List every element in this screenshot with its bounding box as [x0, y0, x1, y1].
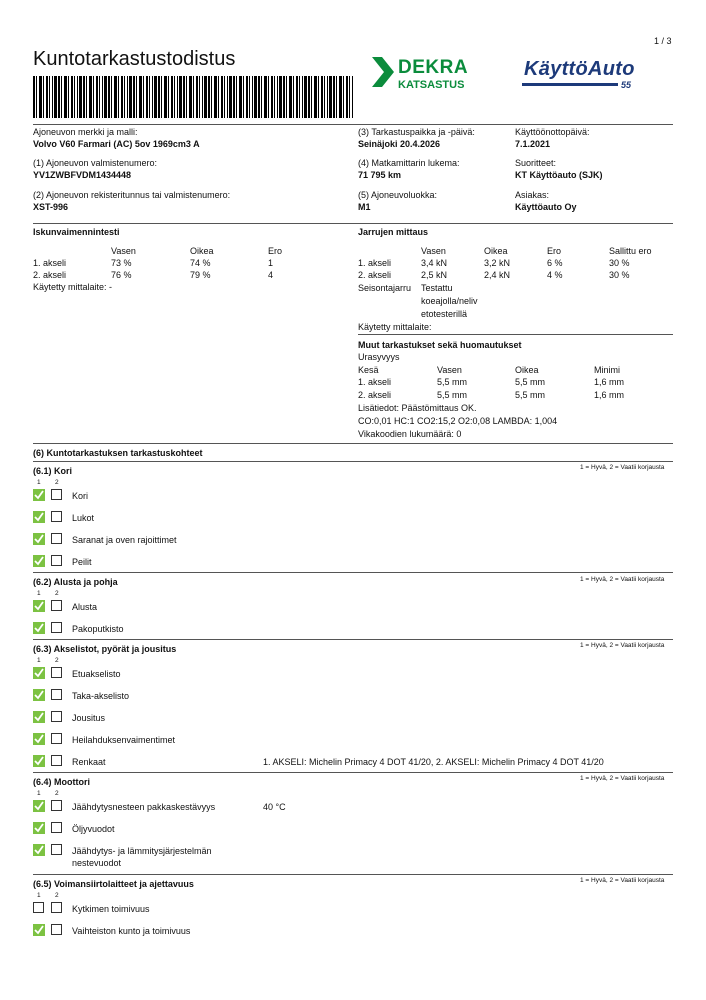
item-label: Kori: [72, 491, 89, 501]
brakes-device: Käytetty mittalaite:: [358, 322, 432, 332]
repair-checkbox[interactable]: [51, 755, 62, 766]
repair-checkbox[interactable]: [51, 924, 62, 935]
shock-row-2-right: 79 %: [190, 270, 211, 280]
repair-checkbox[interactable]: [51, 844, 62, 855]
dekra-sub: KATSASTUS: [398, 79, 465, 91]
tread-row-2-left: 5,5 mm: [437, 390, 468, 400]
repair-checkbox[interactable]: [51, 511, 62, 522]
extra-info-1: Lisätiedot: Päästömittaus OK.: [358, 403, 477, 413]
brakes-row-1-allowed: 30 %: [609, 258, 630, 268]
col1-6-4: 1: [37, 790, 41, 797]
parking-brake-value-2: koeajolla/neliv: [421, 296, 478, 306]
parking-brake-value-1: Testattu: [421, 283, 453, 293]
brakes-title: Jarrujen mittaus: [358, 227, 429, 237]
tread-label: Urasyvyys: [358, 352, 400, 362]
brakes-row-1-diff: 6 %: [547, 258, 563, 268]
repair-checkbox[interactable]: [51, 711, 62, 722]
kayttoauto-number: 55: [621, 80, 632, 90]
item-label: Lukot: [72, 513, 95, 523]
legend-6-5: 1 = Hyvä, 2 = Vaatii korjausta: [580, 877, 665, 884]
section-6-4-title: (6.4) Moottori: [33, 777, 90, 787]
col1-6-3: 1: [37, 657, 41, 664]
col2-6-2: 2: [55, 590, 59, 597]
make-value: Volvo V60 Farmari (AC) 5ov 1969cm3 A: [33, 139, 200, 149]
repair-checkbox[interactable]: [51, 622, 62, 633]
item-label: Jäähdytysnesteen pakkaskestävyys: [72, 802, 216, 812]
item-label: Kytkimen toimivuus: [72, 904, 150, 914]
good-checkbox[interactable]: [33, 555, 45, 567]
item-label: Taka-akselisto: [72, 691, 130, 701]
good-checkbox[interactable]: [33, 822, 45, 834]
tread-row-1-right: 5,5 mm: [515, 377, 546, 387]
repair-checkbox[interactable]: [51, 800, 62, 811]
item-label: Jäähdytys- ja lämmitysjärjestelmän: [72, 846, 212, 856]
page-title: Kuntotarkastustodistus: [33, 48, 236, 70]
good-checkbox[interactable]: [33, 689, 45, 701]
intro-label: Käyttöönottopäivä:: [515, 127, 590, 137]
shock-row-2-left: 76 %: [111, 270, 132, 280]
vin-label: (1) Ajoneuvon valmistenumero:: [33, 158, 158, 168]
shock-header-diff: Ero: [268, 246, 283, 256]
shock-row-1-axle: 1. akseli: [33, 258, 67, 268]
section-6-1-title: (6.1) Kori: [33, 466, 73, 476]
good-checkbox[interactable]: [33, 511, 45, 523]
brakes-row-2-left: 2,5 kN: [421, 270, 448, 280]
kayttoauto-logo: [522, 58, 672, 98]
item-label: Vaihteiston kunto ja toimivuus: [72, 926, 191, 936]
repair-checkbox[interactable]: [51, 689, 62, 700]
good-checkbox[interactable]: [33, 667, 45, 679]
item-label: Öljyvuodot: [72, 824, 115, 834]
brakes-header-diff: Ero: [547, 246, 562, 256]
dekra-name: DEKRA: [398, 57, 469, 78]
repair-checkbox[interactable]: [51, 555, 62, 566]
tread-row-2-right: 5,5 mm: [515, 390, 546, 400]
shock-title: Iskunvaimennintesti: [33, 227, 120, 237]
brakes-header-left: Vasen: [421, 246, 446, 256]
tread-header-min: Minimi: [594, 365, 620, 375]
legend-6-3: 1 = Hyvä, 2 = Vaatii korjausta: [580, 642, 665, 649]
place-label: (3) Tarkastuspaikka ja -päivä:: [358, 127, 475, 137]
col2-6-5: 2: [55, 892, 59, 899]
item-label: Pakoputkisto: [72, 624, 124, 634]
item-label-cont: nestevuodot: [72, 858, 122, 868]
tread-header-season: Kesä: [358, 365, 379, 375]
checks-title: (6) Kuntotarkastuksen tarkastuskohteet: [33, 448, 203, 458]
good-checkbox[interactable]: [33, 600, 45, 612]
parking-brake-value-3: etotesterillä: [421, 309, 468, 319]
shock-header-right: Oikea: [190, 246, 214, 256]
brakes-header-allowed: Sallittu ero: [609, 246, 652, 256]
place-value: Seinäjoki 20.4.2026: [358, 139, 441, 149]
tread-row-2-min: 1,6 mm: [594, 390, 625, 400]
dekra-chevron-icon: [372, 57, 396, 87]
performer-label: Suoritteet:: [515, 158, 557, 168]
reg-label: (2) Ajoneuvon rekisteritunnus tai valmistenumero:: [33, 190, 231, 200]
col1-6-1: 1: [37, 479, 41, 486]
legend-6-1: 1 = Hyvä, 2 = Vaatii korjausta: [580, 464, 665, 471]
repair-checkbox[interactable]: [51, 902, 62, 913]
vin-value: YV1ZWBFVDM1434448: [33, 170, 132, 180]
good-checkbox[interactable]: [33, 800, 45, 812]
brakes-header-right: Oikea: [484, 246, 508, 256]
col2-6-3: 2: [55, 657, 59, 664]
good-checkbox[interactable]: [33, 533, 45, 545]
client-value: Käyttöauto Oy: [515, 202, 577, 212]
brakes-row-2-right: 2,4 kN: [484, 270, 511, 280]
shock-row-1-diff: 1: [268, 258, 274, 268]
dekra-logo: [372, 55, 472, 95]
coolant-note: 40 °C: [263, 802, 286, 812]
repair-checkbox[interactable]: [51, 822, 62, 833]
col2-6-4: 2: [55, 790, 59, 797]
shock-device: Käytetty mittalaite: -: [33, 282, 113, 292]
intro-value: 7.1.2021: [515, 139, 551, 149]
brakes-row-2-diff: 4 %: [547, 270, 563, 280]
brakes-row-2-allowed: 30 %: [609, 270, 630, 280]
odo-value: 71 795 km: [358, 170, 402, 180]
repair-checkbox[interactable]: [51, 667, 62, 678]
class-label: (5) Ajoneuvoluokka:: [358, 190, 438, 200]
item-label: Jousitus: [72, 713, 106, 723]
tread-row-1-axle: 1. akseli: [358, 377, 392, 387]
col2-6-1: 2: [55, 479, 59, 486]
brakes-row-2-axle: 2. akseli: [358, 270, 392, 280]
tread-header-right: Oikea: [515, 365, 539, 375]
tyre-note: 1. AKSELI: Michelin Primacy 4 DOT 41/20, 2. AKSELI: Michelin Primacy 4 DOT 41/20: [263, 757, 604, 767]
good-checkbox[interactable]: [33, 844, 45, 856]
client-label: Asiakas:: [515, 190, 550, 200]
shock-row-2-diff: 4: [268, 270, 274, 280]
extra-info-3: Vikakoodien lukumäärä: 0: [358, 429, 462, 439]
page-number: 1 / 3: [654, 36, 672, 46]
item-label: Peilit: [72, 557, 92, 567]
legend-6-4: 1 = Hyvä, 2 = Vaatii korjausta: [580, 775, 665, 782]
make-label: Ajoneuvon merkki ja malli:: [33, 127, 138, 137]
good-checkbox[interactable]: [33, 489, 45, 501]
item-label: Heilahduksenvaimentimet: [72, 735, 176, 745]
parking-brake-label: Seisontajarru: [358, 283, 412, 293]
shock-header-left: Vasen: [111, 246, 136, 256]
section-6-2-title: (6.2) Alusta ja pohja: [33, 577, 118, 587]
section-6-3-title: (6.3) Akselistot, pyörät ja jousitus: [33, 644, 177, 654]
good-checkbox[interactable]: [33, 622, 45, 634]
performer-value: KT Käyttöauto (SJK): [515, 170, 603, 180]
shock-row-1-right: 74 %: [190, 258, 211, 268]
good-checkbox[interactable]: [33, 755, 45, 767]
item-label: Renkaat: [72, 757, 106, 767]
item-label: Alusta: [72, 602, 98, 612]
shock-row-1-left: 73 %: [111, 258, 132, 268]
other-title: Muut tarkastukset sekä huomautukset: [358, 340, 522, 350]
barcode: [33, 76, 353, 118]
brakes-row-1-axle: 1. akseli: [358, 258, 392, 268]
class-value: M1: [358, 202, 371, 212]
kayttoauto-name: KäyttöAuto: [524, 58, 635, 80]
good-checkbox[interactable]: [33, 902, 44, 913]
tread-row-2-axle: 2. akseli: [358, 390, 392, 400]
repair-checkbox[interactable]: [51, 733, 62, 744]
tread-row-1-min: 1,6 mm: [594, 377, 625, 387]
tread-header-left: Vasen: [437, 365, 462, 375]
repair-checkbox[interactable]: [51, 533, 62, 544]
brakes-row-1-left: 3,4 kN: [421, 258, 448, 268]
legend-6-2: 1 = Hyvä, 2 = Vaatii korjausta: [580, 576, 665, 583]
kayttoauto-underline: [522, 83, 618, 86]
good-checkbox[interactable]: [33, 711, 45, 723]
tread-row-1-left: 5,5 mm: [437, 377, 468, 387]
reg-value: XST-996: [33, 202, 69, 212]
brakes-row-1-right: 3,2 kN: [484, 258, 511, 268]
extra-info-2: CO:0,01 HC:1 CO2:15,2 O2:0,08 LAMBDA: 1,004: [358, 416, 558, 426]
odo-label: (4) Matkamittarin lukema:: [358, 158, 460, 168]
good-checkbox[interactable]: [33, 924, 45, 936]
shock-row-2-axle: 2. akseli: [33, 270, 67, 280]
col1-6-2: 1: [37, 590, 41, 597]
item-label: Saranat ja oven rajoittimet: [72, 535, 177, 545]
col1-6-5: 1: [37, 892, 41, 899]
section-6-5-title: (6.5) Voimansiirtolaitteet ja ajettavuus: [33, 879, 194, 889]
repair-checkbox[interactable]: [51, 600, 62, 611]
item-label: Etuakselisto: [72, 669, 121, 679]
repair-checkbox[interactable]: [51, 489, 62, 500]
good-checkbox[interactable]: [33, 733, 45, 745]
